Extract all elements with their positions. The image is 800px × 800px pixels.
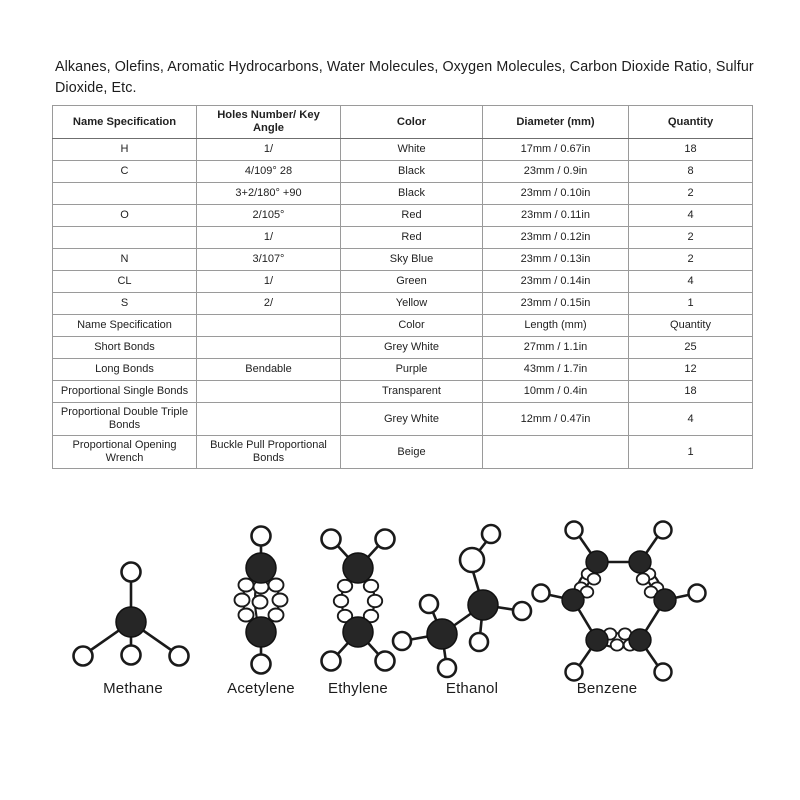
atom-hydrogen-top <box>122 563 141 582</box>
atom-hydrogen-5 <box>566 664 583 681</box>
cell-diameter: 27mm / 1.1in <box>483 337 629 359</box>
cell-name: CL <box>53 271 197 293</box>
atom-carbon-5 <box>586 629 608 651</box>
bond-link <box>364 580 378 592</box>
cell-holes: 1/ <box>197 139 341 161</box>
molecule-label-benzene: Benzene <box>576 680 638 697</box>
specification-table <box>52 105 753 469</box>
molecule-label-ethanol: Ethanol <box>445 680 499 697</box>
cell-diameter: 43mm / 1.7in <box>483 359 629 381</box>
table-row <box>53 293 753 315</box>
molecule-label-ethylene: Ethylene <box>328 680 388 697</box>
atom-oxygen <box>460 548 484 572</box>
atom-hydrogen-2 <box>655 522 672 539</box>
cell-name: S <box>53 293 197 315</box>
cell-color: Beige <box>341 436 483 469</box>
cell-diameter: 23mm / 0.14in <box>483 271 629 293</box>
cell-diameter: 17mm / 0.67in <box>483 139 629 161</box>
cell-color: Grey White <box>341 337 483 359</box>
cell-color: Green <box>341 271 483 293</box>
cell-name <box>53 227 197 249</box>
cell-quantity: 2 <box>629 183 753 205</box>
cell-holes: 1/ <box>197 271 341 293</box>
table-row <box>53 403 753 436</box>
atom-hydrogen-c2-down <box>470 633 488 651</box>
bond-link <box>368 595 382 607</box>
atom-carbon-1 <box>586 551 608 573</box>
cell-name: O <box>53 205 197 227</box>
cell-name: H <box>53 139 197 161</box>
cell-quantity: 1 <box>629 293 753 315</box>
cell-color: Black <box>341 183 483 205</box>
table-row <box>53 337 753 359</box>
cell-holes <box>197 403 341 436</box>
bond-link <box>611 639 624 650</box>
cell-diameter: 23mm / 0.10in <box>483 183 629 205</box>
atom-carbon-3 <box>654 589 676 611</box>
column-header-diameter: Diameter (mm) <box>483 106 629 139</box>
cell-diameter: 12mm / 0.47in <box>483 403 629 436</box>
atom-hydrogen-6 <box>533 585 550 602</box>
intro-paragraph: Alkanes, Olefins, Aromatic Hydrocarbons, Water Molecules, Oxygen Molecules, Carbon Dioxide Ratio, Sulfur Dioxide, Etc. <box>55 59 754 96</box>
cell-holes: Bendable <box>197 359 341 381</box>
cell-name <box>53 183 197 205</box>
cell-diameter: 23mm / 0.12in <box>483 227 629 249</box>
bond-link <box>235 594 250 607</box>
table-row <box>53 249 753 271</box>
benzene-structure <box>517 500 697 675</box>
cell-quantity: 2 <box>629 249 753 271</box>
column-header-holes: Holes Number/ Key Angle <box>197 106 341 139</box>
cell-name: Proportional Opening Wrench <box>53 436 197 469</box>
cell-holes: 3+2/180° +90 <box>197 183 341 205</box>
atom-carbon-1 <box>427 619 457 649</box>
bond-link <box>588 573 601 584</box>
cell-diameter: 23mm / 0.15in <box>483 293 629 315</box>
cell-holes <box>197 381 341 403</box>
cell-name: Proportional Single Bonds <box>53 381 197 403</box>
cell-color: Color <box>341 315 483 337</box>
cell-color: Black <box>341 161 483 183</box>
table-row <box>53 227 753 249</box>
cell-holes: 4/109° 28 <box>197 161 341 183</box>
cell-name: C <box>53 161 197 183</box>
cell-holes: Buckle Pull Proportional Bonds <box>197 436 341 469</box>
atom-hydrogen-c1-down <box>438 659 456 677</box>
cell-diameter: Length (mm) <box>483 315 629 337</box>
table-row <box>53 436 753 469</box>
column-header-color: Color <box>341 106 483 139</box>
cell-color: White <box>341 139 483 161</box>
cell-color: Red <box>341 205 483 227</box>
cell-name: Proportional Double Triple Bonds <box>53 403 197 436</box>
column-header-quantity: Quantity <box>629 106 753 139</box>
cell-diameter: 10mm / 0.4in <box>483 381 629 403</box>
cell-diameter <box>483 436 629 469</box>
atom-hydrogen-1 <box>566 522 583 539</box>
table-header-row <box>53 106 753 139</box>
table-row <box>53 161 753 183</box>
bond-link <box>239 579 254 592</box>
atom-carbon <box>116 607 146 637</box>
atom-carbon-bottom <box>343 617 373 647</box>
table-row <box>53 139 753 161</box>
cell-color: Purple <box>341 359 483 381</box>
cell-quantity: 12 <box>629 359 753 381</box>
cell-diameter: 23mm / 0.11in <box>483 205 629 227</box>
table-row <box>53 205 753 227</box>
cell-name: N <box>53 249 197 271</box>
cell-holes <box>197 337 341 359</box>
bond-link <box>338 580 352 592</box>
molecule-label-methane: Methane <box>103 680 163 697</box>
cell-diameter: 23mm / 0.13in <box>483 249 629 271</box>
atom-hydrogen-top-left <box>322 530 341 549</box>
table-row <box>53 359 753 381</box>
cell-holes: 2/105° <box>197 205 341 227</box>
cell-holes: 1/ <box>197 227 341 249</box>
atom-carbon-4 <box>629 629 651 651</box>
molecule-label-acetylene: Acetylene <box>227 680 295 697</box>
cell-name: Short Bonds <box>53 337 197 359</box>
bond-link <box>239 609 254 622</box>
cell-quantity: 25 <box>629 337 753 359</box>
atom-hydroxyl-hydrogen <box>482 525 500 543</box>
cell-name: Long Bonds <box>53 359 197 381</box>
bond-links <box>334 580 382 622</box>
bond-link <box>334 595 348 607</box>
cell-quantity: 8 <box>629 161 753 183</box>
cell-holes <box>197 315 341 337</box>
atom-hydrogen-4 <box>655 664 672 681</box>
cell-quantity: 4 <box>629 205 753 227</box>
atom-hydrogen-left <box>74 647 93 666</box>
column-header-name: Name Specification <box>53 106 197 139</box>
atom-carbon-6 <box>562 589 584 611</box>
cell-quantity: 4 <box>629 403 753 436</box>
atom-hydrogen-3 <box>689 585 706 602</box>
cell-holes: 3/107° <box>197 249 341 271</box>
cell-quantity: 18 <box>629 381 753 403</box>
cell-quantity: 4 <box>629 271 753 293</box>
cell-color: Transparent <box>341 381 483 403</box>
molecule-benzene <box>517 500 697 697</box>
atom-carbon-2 <box>629 551 651 573</box>
atom-hydrogen-bottom-left <box>322 652 341 671</box>
atom-hydrogen-bottom <box>122 646 141 665</box>
cell-color: Grey White <box>341 403 483 436</box>
table-row <box>53 183 753 205</box>
cell-quantity: 2 <box>629 227 753 249</box>
table-body <box>53 139 753 469</box>
table-row <box>53 315 753 337</box>
molecule-diagrams <box>0 500 800 730</box>
bond-link <box>253 596 268 609</box>
bond-link <box>637 573 650 584</box>
atom-hydrogen-c1-left <box>393 632 411 650</box>
atom-carbon-2 <box>468 590 498 620</box>
cell-diameter: 23mm / 0.9in <box>483 161 629 183</box>
cell-color: Yellow <box>341 293 483 315</box>
cell-color: Red <box>341 227 483 249</box>
ring-hydrogens <box>533 522 706 681</box>
table-row <box>53 381 753 403</box>
atom-carbon-top <box>343 553 373 583</box>
table-row <box>53 271 753 293</box>
cell-quantity: 18 <box>629 139 753 161</box>
cell-quantity: 1 <box>629 436 753 469</box>
cell-quantity: Quantity <box>629 315 753 337</box>
atom-hydrogen-c1-up <box>420 595 438 613</box>
cell-name: Name Specification <box>53 315 197 337</box>
cell-holes: 2/ <box>197 293 341 315</box>
cell-color: Sky Blue <box>341 249 483 271</box>
